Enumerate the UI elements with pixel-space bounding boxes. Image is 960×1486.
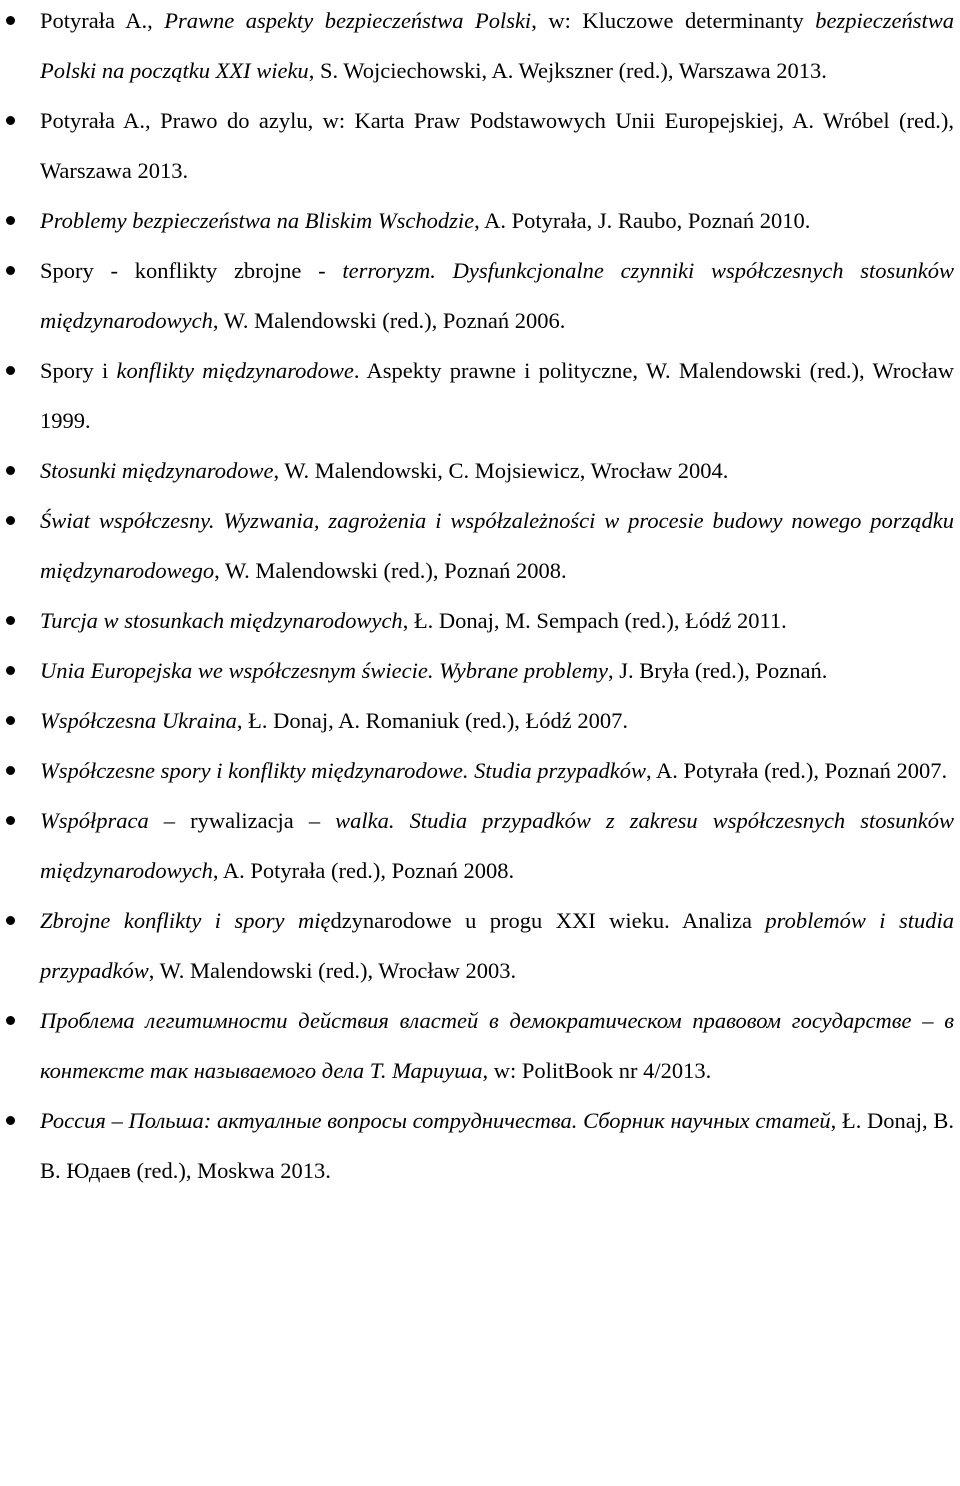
entry-text: , Ł. Donaj, B. B. Юдаев (red.), Moskwa 2013. <box>40 1108 954 1183</box>
entry-title-text: walka. Studia przypadków z zakresu współczesnych stosunków międzynarodowych <box>40 808 954 883</box>
entry-text: , W. Malendowski (red.), Wrocław 2003. <box>148 958 517 983</box>
bullet-icon <box>6 766 15 775</box>
entry-text: , A. Potyrała, J. Raubo, Poznań 2010. <box>474 208 811 233</box>
entry-title-text: terroryzm. Dysfunkcjonalne czynniki współczesnych stosunków międzynarodowych <box>40 258 954 333</box>
bullet-icon <box>6 366 15 375</box>
bibliography-entry <box>0 196 960 246</box>
bullet-icon <box>6 1116 15 1125</box>
entry-title-text: Współczesne spory i konflikty międzynarodowe. Studia przypadków <box>40 758 646 783</box>
entry-title-text: Problemy bezpieczeństwa na Bliskim Wschodzie <box>40 208 475 233</box>
bullet-icon <box>6 916 15 925</box>
bullet-icon <box>6 816 15 825</box>
entry-text: , A. Potyrała (red.), Poznań 2007. <box>645 758 948 783</box>
entry-text: . Aspekty prawne i polityczne, W. Malendowski (red.), Wrocław 1999. <box>40 358 954 433</box>
bibliography-entry <box>0 496 960 596</box>
bullet-icon <box>6 1016 15 1025</box>
entry-text: Spory i <box>40 358 117 383</box>
bibliography-entry <box>0 0 960 96</box>
entry-title-text: konflikty międzynarodowe <box>116 358 354 383</box>
bibliography-entry <box>0 596 960 646</box>
entry-title-text: Zbrojne konflikty i spory mię <box>40 908 331 933</box>
bibliography-entry <box>0 346 960 446</box>
entry-text: , J. Bryła (red.), Poznań. <box>608 658 828 683</box>
bibliography-entry <box>0 96 960 196</box>
entry-text: dzynarodowe u progu XXI wieku. Analiza <box>330 908 766 933</box>
bullet-icon <box>6 16 15 25</box>
entry-title-text: Россия – Польша: актуалные вопросы сотрудничества. Сборник научных статей <box>40 1108 831 1133</box>
entry-title-text: Stosunki międzynarodowe <box>40 458 274 483</box>
bullet-icon <box>6 666 15 675</box>
entry-title-text: Świat współczesny. Wyzwania, zagrożenia i współzależności w procesie budowy nowego porządku międzynarodowego <box>40 508 954 583</box>
bibliography-entry <box>0 646 960 696</box>
bibliography-entry <box>0 746 960 796</box>
entry-title-text: Turcja w stosunkach międzynarodowych <box>40 608 403 633</box>
bullet-icon <box>6 716 15 725</box>
entry-title-text: bezpieczeństwa Polski na początku XXI wieku <box>40 8 954 83</box>
entry-text: Potyrała A., Prawo do azylu, w: Karta Praw Podstawowych Unii Europejskiej, A. Wróbel (red.), Warszawa 2013. <box>40 108 954 183</box>
entry-text: , S. Wojciechowski, A. Wejkszner (red.), Warszawa 2013. <box>308 58 827 83</box>
bullet-icon <box>6 266 15 275</box>
entry-text: , W. Malendowski (red.), Poznań 2006. <box>212 308 566 333</box>
entry-text: , Ł. Donaj, A. Romaniuk (red.), Łódź 2007. <box>236 708 629 733</box>
bullet-icon <box>6 216 15 225</box>
bibliography-entry <box>0 446 960 496</box>
entry-title-text: Unia Europejska we współczesnym świecie. Wybrane problemy <box>40 658 609 683</box>
entry-text: – rywalizacja – <box>148 808 336 833</box>
bibliography-entry <box>0 696 960 746</box>
bibliography-entry <box>0 246 960 346</box>
bullet-icon <box>6 516 15 525</box>
entry-text: , Ł. Donaj, M. Sempach (red.), Łódź 2011. <box>402 608 787 633</box>
bullet-icon <box>6 466 15 475</box>
entry-text: Spory - konflikty zbrojne - <box>40 258 343 283</box>
entry-text: Potyrała A., <box>40 8 165 33</box>
bibliography-entry <box>0 1096 960 1196</box>
bibliography-entry <box>0 896 960 996</box>
entry-title-text: problemów i studia przypadków <box>40 908 955 983</box>
bibliography-entry <box>0 796 960 896</box>
entry-text: , w: Kluczowe determinanty <box>531 8 816 33</box>
entry-title-text: Współczesna Ukraina <box>40 708 237 733</box>
entry-text: , W. Malendowski (red.), Poznań 2008. <box>214 558 567 583</box>
entry-text: , w: PolitBook nr 4/2013. <box>482 1058 712 1083</box>
entry-title-text: Проблема легитимности действия властей в демократическом правовом государстве – в контексте так называемого дела Т. Мариуша <box>40 1008 954 1083</box>
entry-text: , A. Potyrała (red.), Poznań 2008. <box>212 858 515 883</box>
bullet-icon <box>6 116 15 125</box>
bullet-icon <box>6 616 15 625</box>
entry-text: , W. Malendowski, C. Mojsiewicz, Wrocław 2004. <box>273 458 729 483</box>
bibliography-entry <box>0 996 960 1096</box>
entry-title-text: Prawne aspekty bezpieczeństwa Polski <box>164 8 532 33</box>
entry-title-text: Współpraca <box>40 808 149 833</box>
